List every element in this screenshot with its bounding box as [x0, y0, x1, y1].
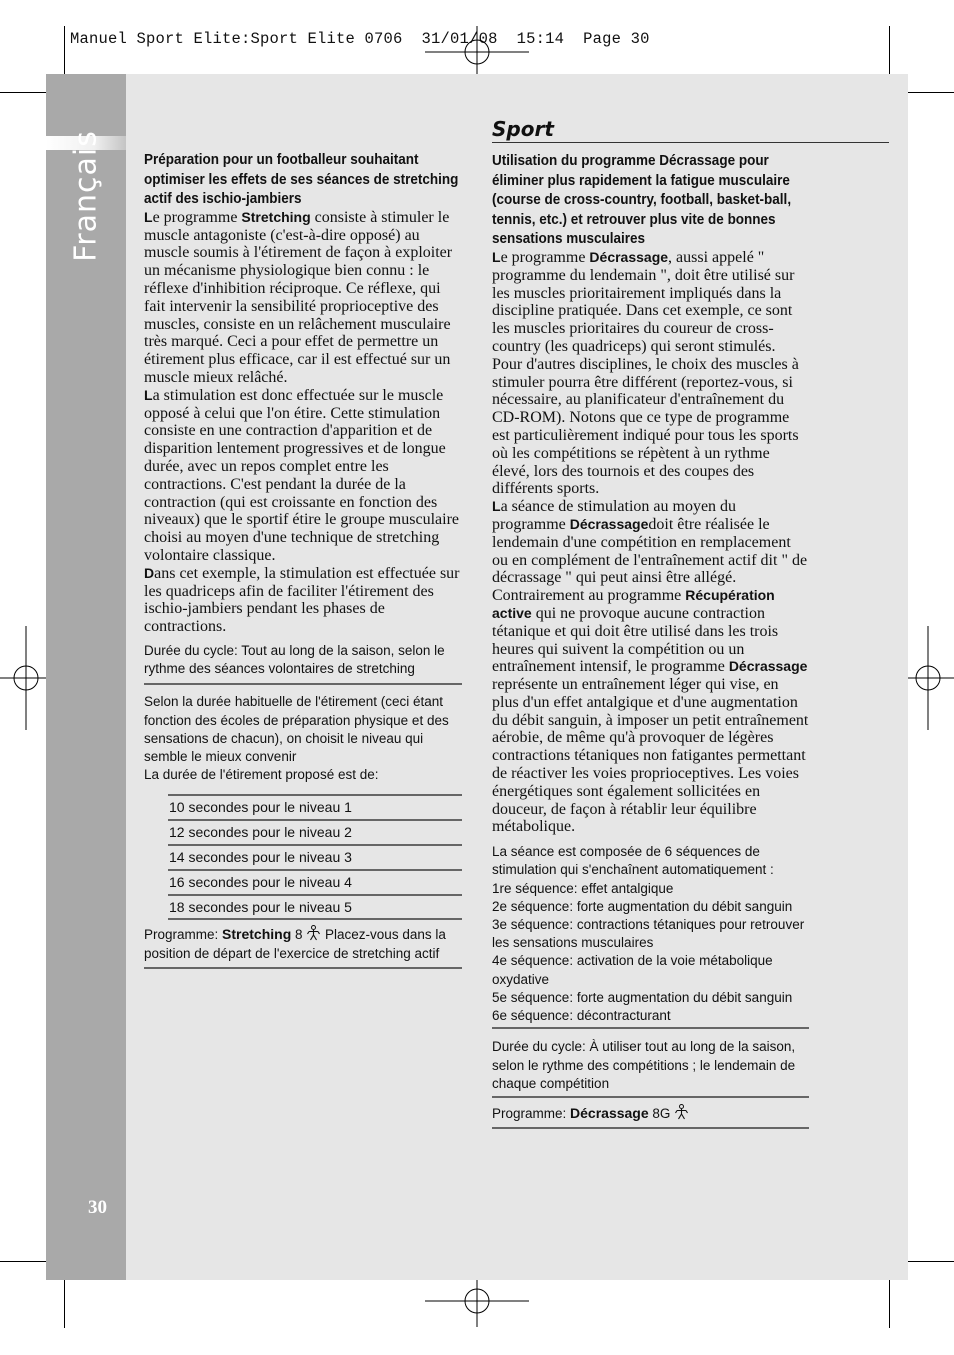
level-item: 14 secondes pour le niveau 3: [168, 846, 462, 871]
right-cycle-duration: Durée du cycle: À utiliser tout au long de la saison, selon le rythme des compétitions ; le lendemain de chaque compétition: [492, 1039, 796, 1091]
registration-mark-icon: [0, 626, 52, 730]
program-name: Décrassage: [589, 248, 669, 265]
divider: [144, 683, 462, 685]
duration-intro: Selon la durée habituelle de l'étirement (ceci étant fonction des écoles de préparation physique et des sensations de chacun), on choisit le niveau qui semble le mieux convenir: [144, 694, 449, 764]
divider: [492, 1027, 809, 1029]
right-paragraph-1: Le programme Décrassage, aussi appelé " programme du lendemain ", doit être utilisé sur les muscles prioritairement impliqués dans la discipline pratiquée. Dans cet exemple, ce sont les muscles prioritaires du coureur de cross-country (les quadriceps) qui seront stimulés. Pour d'autres disciplines, le choix des muscles à stimuler pourra être différent (reportez-vous, si nécessaire, au planificateur d'entraînement du CD-ROM). Notons que ce type de programme est particulièrement indiqué pour tous les sports où les compétitions se répètent à un rythme élevé, lors des tournois et des coupes des différents sports.: [492, 248, 799, 498]
left-paragraph-3: Dans cet exemple, la stimulation est effectuée sur les quadriceps afin de faciliter l'étirement des ischio-jambiers pendant les phases de contractions.: [144, 564, 460, 636]
crop-mark: [902, 92, 954, 93]
athlete-figure-icon: [674, 1104, 689, 1120]
level-item: 10 secondes pour le niveau 1: [168, 794, 462, 821]
right-program-line: Programme: Décrassage 8G: [492, 1104, 809, 1123]
sequence-item: 3e séquence: contractions tétaniques pour retrouver les sensations musculaires: [492, 917, 805, 951]
crop-mark: [902, 1261, 954, 1262]
sequence-item: 5e séquence: forte augmentation du débit sanguin: [492, 989, 793, 1005]
crop-mark: [0, 1261, 52, 1262]
sequence-item: 2e séquence: forte augmentation du débit sanguin: [492, 898, 793, 914]
divider: [144, 967, 462, 969]
section-title: Sport: [492, 117, 554, 141]
crop-mark: [889, 1278, 890, 1328]
level-item: 16 secondes pour le niveau 4: [168, 871, 462, 896]
level-item: 12 secondes pour le niveau 2: [168, 821, 462, 846]
level-item: 18 secondes pour le niveau 5: [168, 896, 462, 921]
divider: [492, 1096, 809, 1098]
left-paragraph-1: Le programme Stretching consiste à stimuler le muscle antagoniste (c'est-à-dire opposé) au muscle soumis à l'étirement de façon à exploiter un mécanisme physiologique bien connu : le réflexe d'inhibition réciproque. Ce réflexe, qui fait intervenir la sensibilité proprioceptive des muscles, consiste en un relâchement musculaire très marqué. Ceci a pour effet de permettre un étirement plus efficace, car il est effectué sur un muscle mieux relâché.: [144, 208, 453, 386]
crop-mark: [0, 92, 52, 93]
crop-mark: [889, 26, 890, 78]
left-cycle-duration: Durée du cycle: Tout au long de la saison, selon le rythme des séances volontaires de stretching: [144, 642, 445, 677]
printer-slug: Manuel Sport Elite:Sport Elite 0706 31/01/08 15:14 Page 30: [70, 30, 650, 48]
duration-line: La durée de l'étirement proposé est de:: [144, 767, 379, 783]
left-paragraph-2: La stimulation est donc effectuée sur le muscle opposé à celui que l'on étire. Cette stimulation consiste en une contraction d'apparition et de disparition lentement progressives et de longue durée, avec un repos complet entre les contractions. C'est pendant la durée de la contraction (qui est croissante en fonction des niveaux) que le sportif étire le groupe musculaire choisi au moyen d'une technique de stretching volontaire classique.: [144, 386, 459, 564]
right-column: [492, 116, 809, 1129]
registration-mark-icon: [425, 1275, 529, 1327]
crop-mark: [64, 26, 65, 78]
right-section-heading: Utilisation du programme Décrassage pour éliminer plus rapidement la fatigue musculaire (course de cross-country, football, basket-ball, tennis, etc.) et retrouver plus vite de bonnes sensations musculaires: [492, 152, 792, 248]
athlete-figure-icon: [306, 925, 321, 941]
sequence-item: 1re séquence: effet antalgique: [492, 880, 674, 896]
page-number: 30: [88, 1197, 107, 1218]
sequence-intro: La séance est composée de 6 séquences de stimulation qui s'enchaînent automatiquement :: [492, 844, 774, 878]
left-column: [144, 150, 462, 969]
left-program-line: Programme: Stretching 8 Placez-vous dans la position de départ de l'exercice de stretching actif: [144, 926, 446, 961]
program-name: Stretching: [241, 208, 311, 225]
left-section-heading: Préparation pour un footballeur souhaitant optimiser les effets de ses séances de stretching actif des ischio-jambiers: [144, 151, 459, 208]
sequence-item: 6e séquence: décontracturant: [492, 1008, 671, 1024]
right-paragraph-2: La séance de stimulation au moyen du programme Décrassagedoit être réalisée le lendemain d'une compétition en remplacement ou en complément de l'entraînement actif dit " de décrassage " qui peut ainsi être allégé. Contrairement au programme Récupération active qui ne provoque aucune contraction tétanique et qui doit être utilisé dans les trois heures qui suivent la compétition ou un entraînement intensif, le programme Décrassage représente un entraînement léger qui vise, en plus d'un effet antalgique et d'une augmentation du débit sanguin, à imposer un petit entraînement aérobie, de même qu'à provoquer de légères contractions tétaniques non fatigantes permettant de réactiver les voies proprioceptives. Les voies énergétiques sont également sollicitées en douceur, de façon à rétablir leur équilibre métabolique.: [492, 498, 809, 836]
crop-mark: [64, 1278, 65, 1328]
level-list: [168, 794, 462, 920]
registration-mark-icon: [902, 626, 954, 730]
title-rule: [492, 142, 889, 143]
sequence-item: 4e séquence: activation de la voie métabolique oxydative: [492, 953, 773, 987]
registration-mark-icon: [425, 26, 529, 78]
language-label: Français: [68, 130, 104, 262]
divider: [492, 1127, 809, 1129]
